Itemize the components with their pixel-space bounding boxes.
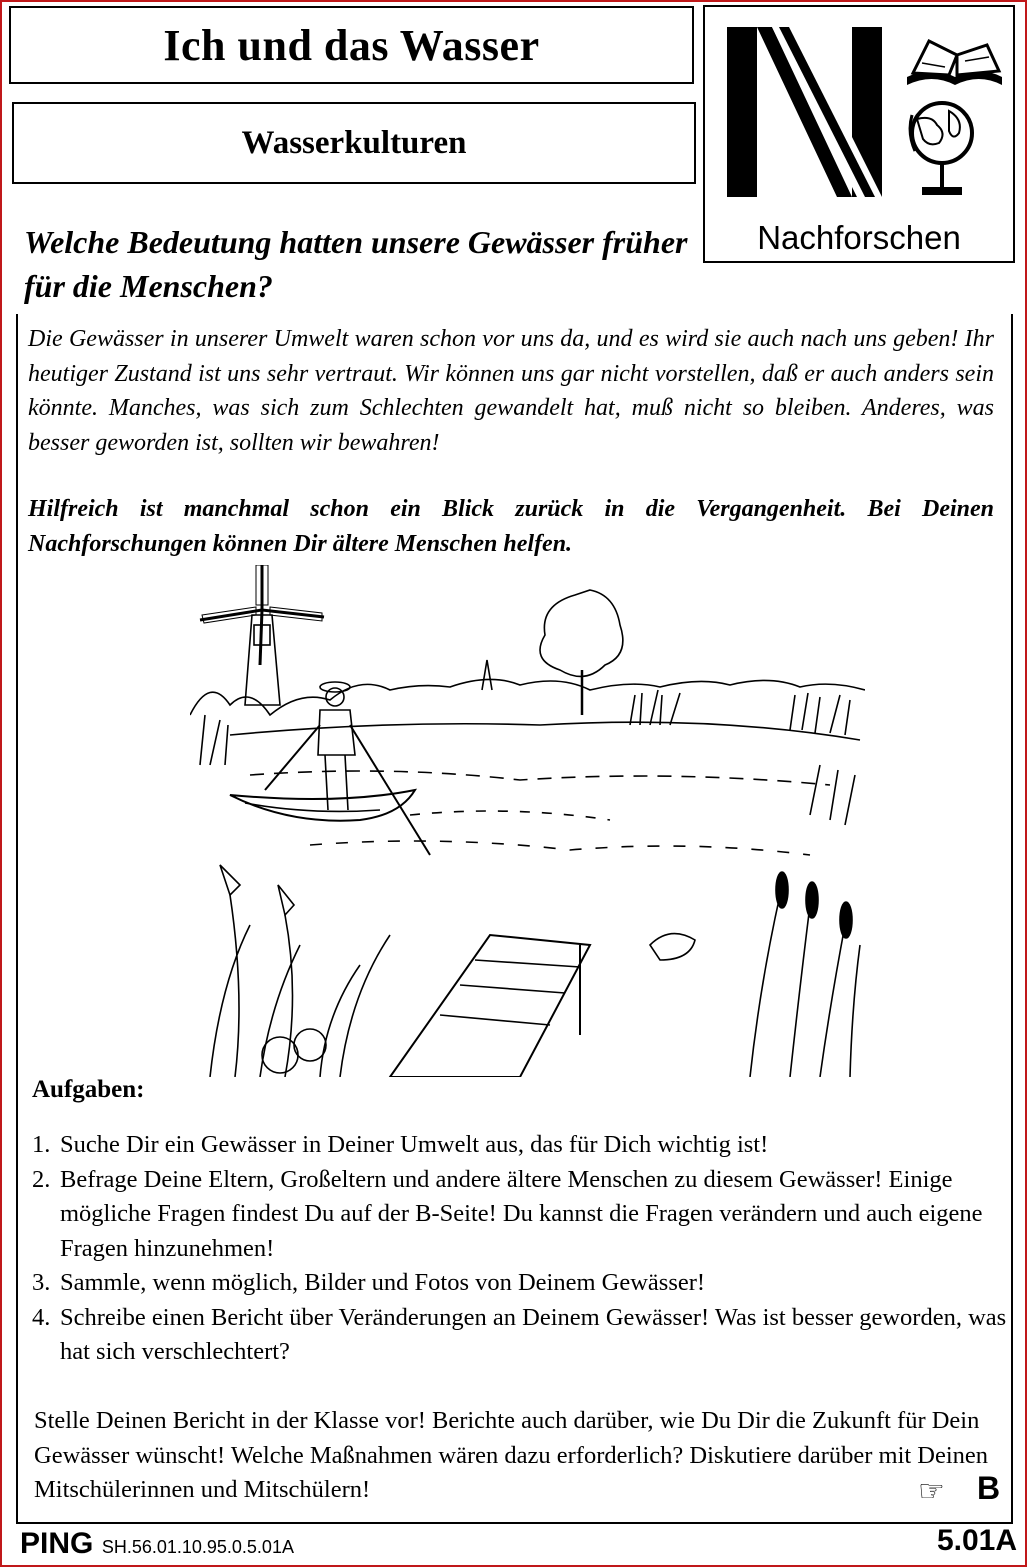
pond-illustration bbox=[190, 565, 865, 1077]
jetty-drawing bbox=[390, 935, 590, 1077]
b-page-reference: B bbox=[977, 1470, 1001, 1506]
book-icon bbox=[907, 41, 1002, 85]
footer-code: SH.56.01.10.95.0.5.01A bbox=[101, 1537, 294, 1557]
footer-left bbox=[20, 1527, 294, 1561]
tree-drawing bbox=[540, 590, 623, 715]
task-item: 3. Sammle, wenn möglich, Bilder und Fotos von Deinem Gewässer! bbox=[32, 1269, 706, 1296]
page-subtitle: Wasserkulturen bbox=[241, 124, 467, 161]
closing-paragraph: Stelle Deinen Bericht in der Klasse vor! Berichte auch darüber, wie Du Dir die Zukunft für Dein Gewässer wünscht! Welche Maßnahmen wären dazu erforderlich? Diskutiere darüber mit Deinen Mitschülerinnen und Mitschülern! bbox=[34, 1407, 989, 1503]
pointing-hand-icon: ☞ bbox=[918, 1475, 945, 1508]
main-question: Welche Bedeutung hatten unsere Gewässer früher für die Menschen? bbox=[24, 224, 688, 304]
animal-drawing bbox=[650, 934, 695, 960]
globe-icon bbox=[910, 103, 972, 195]
subtitle-box bbox=[12, 102, 696, 184]
tasks-list bbox=[32, 1128, 1007, 1370]
foreground-plants-left bbox=[210, 865, 390, 1077]
footer-brand: PING bbox=[20, 1527, 94, 1560]
footer-page-number: 5.01A bbox=[936, 1524, 1017, 1557]
category-logo bbox=[703, 5, 1015, 263]
task-item: 4. Schreibe einen Bericht über Veränderungen an Deinem Gewässer! Was ist besser geworden, was hat sich verschlechtert? bbox=[32, 1303, 1007, 1365]
fisherman-drawing bbox=[265, 682, 430, 855]
nachforschen-logo-graphic bbox=[717, 15, 1007, 210]
boat-drawing bbox=[230, 790, 415, 821]
intro-paragraph: Die Gewässer in unserer Umwelt waren schon vor uns da, und es wird sie auch nach uns geben! Ihr heutiger Zustand ist uns sehr vertraut. Wir können uns gar nicht vorstellen, daß er auch anders sein könnte. Manches, was sich zum Schlechten gewandelt hat, muß nicht so bleiben. Anderes, was besser geworden ist, sollten wir bewahren! bbox=[28, 326, 994, 456]
task-item: 1. Suche Dir ein Gewässer in Deiner Umwelt aus, das für Dich wichtig ist! bbox=[32, 1131, 769, 1158]
reeds-drawing bbox=[200, 690, 855, 825]
intro-bold-paragraph: Hilfreich ist manchmal schon ein Blick zurück in die Vergangenheit. Bei Deinen Nachforschungen können Dir ältere Menschen helfen. bbox=[28, 496, 994, 557]
foreground-plants-right bbox=[750, 872, 860, 1077]
tasks-heading: Aufgaben: bbox=[32, 1076, 145, 1103]
windmill-drawing bbox=[200, 565, 324, 705]
title-box bbox=[9, 6, 694, 84]
task-item: 2. Befrage Deine Eltern, Großeltern und andere ältere Menschen zu diesem Gewässer! Einige mögliche Fragen findest Du auf der B-Seite! Du kannst die Fragen verändern und auch eigene Fragen hinzunehmen! bbox=[32, 1165, 983, 1262]
page-title: Ich und das Wasser bbox=[163, 20, 540, 70]
logo-caption: Nachforschen bbox=[757, 219, 961, 256]
